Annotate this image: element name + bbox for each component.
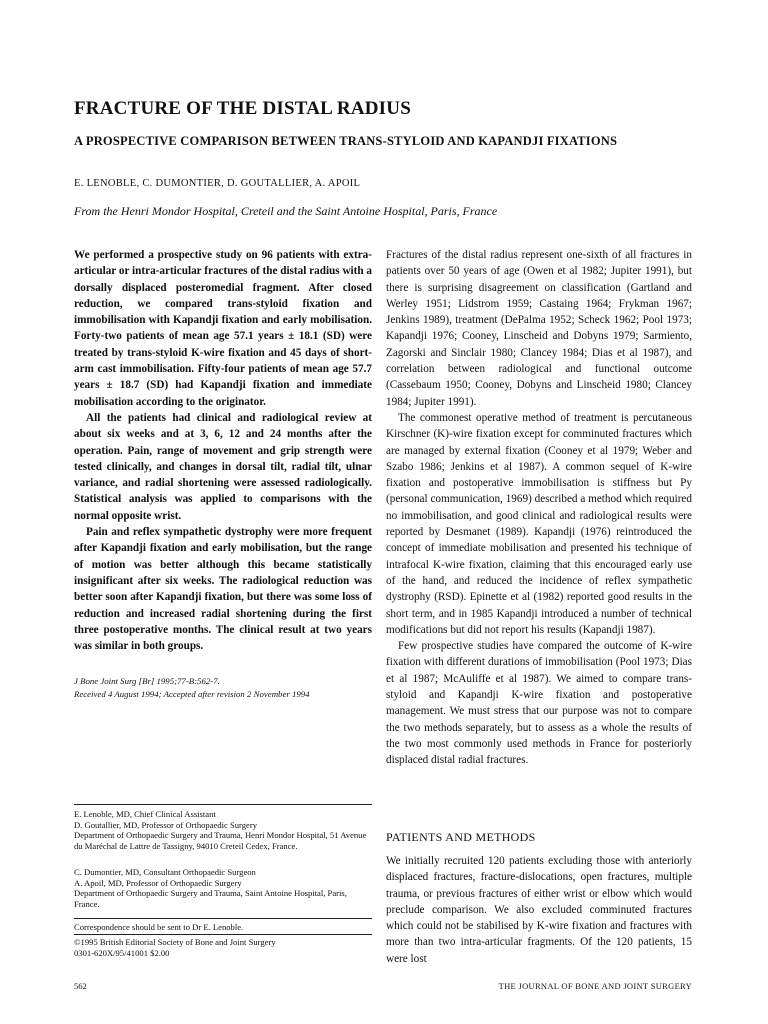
body-paragraph-3: Few prospective studies have compared the outcome of K-wire fixation with different durations of immobilisation (Pool 1973; Dias et al 1987; McAuliffe et al 1987). We aimed to compare trans-styloid and Kapandji K-wire fixation and postoperative management. We must stress that our purpose was not to compare the two methods separately, but to assess as a whole the results of the two most commonly used methods in France for posteriorly displaced distal radial fractures. <box>386 640 692 767</box>
citation-reference: J Bone Joint Surg [Br] 1995;77-B:562-7. <box>74 676 220 686</box>
footnote-address-mondor: Department of Orthopaedic Surgery and Trauma, Henri Mondor Hospital, 51 Avenue du Maréchal de Lattre de Tassigny, 94010 Creteil Cedex, France. <box>74 830 367 851</box>
footnote-divider <box>74 918 372 919</box>
footnote-address-antoine: Department of Orthopaedic Surgery and Trauma, Saint Antoine Hospital, Paris, France. <box>74 888 347 909</box>
footnote-goutallier: D. Goutallier, MD, Professor of Orthopaedic Surgery <box>74 819 258 830</box>
article-subtitle: A PROSPECTIVE COMPARISON BETWEEN TRANS-STYLOID AND KAPANDJI FIXATIONS <box>74 134 618 148</box>
abstract-paragraph-3: Pain and reflex sympathetic dystrophy were more frequent after Kapandji fixation and early mobilisation, but the range of motion was better although this became statistically insignificant after six weeks. The radiological reduction was better soon after Kapandji fixation, but there was some loss of reduction and increased radial shortening during the first three postoperative months. The clinical result at two years was similar in both groups. <box>74 526 372 653</box>
received-dates: Received 4 August 1994; Accepted after revision 2 November 1994 <box>74 689 310 699</box>
body-paragraph-1: Fractures of the distal radius represent one-sixth of all fractures in patients over 50 years of age (Owen et al 1982; Jupiter 1991), but there is surprising disagreement on classification (Gartland and Werley 1951; Lidstrom 1959; Castaing 1964; Frykman 1967; Jenkins 1989), treatment (DePalma 1952; Scheck 1962; Pool 1973; Kapandji 1976; Cooney, Linscheid and Dobyns 1979; Sarmiento, Zagorski and Sinclair 1980; Clancey 1984; Dias et al 1987), and correlation between radiological and functional outcome (Cassebaum 1950; Cooney, Dobyns and Linscheid 1980; Clancey 1984; Jupiter 1991). <box>386 249 692 408</box>
footnote-dumontier: C. Dumontier, MD, Consultant Orthopaedic Surgeon <box>74 867 256 877</box>
body-column-methods <box>386 853 692 967</box>
abstract-paragraph-2: All the patients had clinical and radiological review at about six weeks and at 3, 6, 12 and 24 months after the operation. Pain, range of movement and grip strength were tested clinically, and changes in dorsal tilt, radial tilt, ulnar variance, and radial shortening were assessed radiologically. Statistical analysis was applied to comparisons with the normal opposite wrist. <box>74 411 372 522</box>
journal-name: THE JOURNAL OF BONE AND JOINT SURGERY <box>498 981 692 991</box>
affiliation: From the Henri Mondor Hospital, Creteil and the Saint Antoine Hospital, Paris, France <box>74 204 498 218</box>
footnote-lenoble: E. Lenoble, MD, Chief Clinical Assistant <box>74 809 216 819</box>
footnote-divider <box>74 804 372 805</box>
footnote-apoil: A. Apoil, MD, Professor of Orthopaedic Surgery <box>74 877 242 888</box>
copyright-note <box>74 937 372 958</box>
issn-line: 0301-620X/95/41001 $2.00 <box>74 947 170 958</box>
body-paragraph-2: The commonest operative method of treatment is percutaneous Kirschner (K)-wire fixation except for comminuted fractures which are managed by external fixation (Cooney et al 1979; Weber and Szabo 1986; Jenkins et al 1987). A common sequel of K-wire fixation and postoperative immobilisation is stiffness but Py (personal communication, 1969) described a method which required no immobilisation, and good clinical and radiological results were reported by Desmanet (1989). Kapandji (1976) reintroduced the concept of immediate mobilisation and presented his technique of intrafocal K-wire fixation, claiming that this encouraged early use of the hand, and reduced the incidence of reflex sympathetic dystrophy (RSD). Epinette et al (1982) reported good results in the short term, and in 1985 Kapandji introduced a number of technical modifications but did not report his results (Kapandji 1987). <box>386 411 692 636</box>
article-title: FRACTURE OF THE DISTAL RADIUS <box>74 98 411 119</box>
author-list: E. LENOBLE, C. DUMONTIER, D. GOUTALLIER, A. APOIL <box>74 178 361 189</box>
copyright-line: ©1995 British Editorial Society of Bone and Joint Surgery <box>74 937 276 947</box>
abstract-column <box>74 247 372 654</box>
abstract-paragraph-1: We performed a prospective study on 96 patients with extra-articular or intra-articular fractures of the distal radius with a dorsally displaced posteromedial fragment. After closed reduction, we compared trans-styloid fixation and immobilisation with Kapandji fixation and early mobilisation. Forty-two patients of mean age 57.1 years ± 18.1 (SD) were treated by trans-styloid K-wire fixation and 45 days of short-arm cast immobilisation. Fifty-four patients of mean age 57.7 years ± 18.7 (SD) had Kapandji fixation and immediate mobilisation according to the originator. <box>74 249 372 408</box>
body-column-intro <box>386 247 692 769</box>
body-paragraph-4: We initially recruited 120 patients excluding those with anteriorly displaced fractures, fracture-dislocations, open fractures, multiple trauma, or previous fractures of either wrist or elbow which would preclude comparison. We also excluded comminuted fractures which could not be stabilised by K-wire fixation and fractures with more than two intra-articular fragments. Of the 120 patients, 15 were lost <box>386 855 692 965</box>
section-heading: PATIENTS AND METHODS <box>386 830 536 844</box>
author-footnote-2 <box>74 867 372 909</box>
footnote-divider <box>74 934 372 935</box>
page-number: 562 <box>74 981 87 991</box>
citation-block <box>74 675 372 701</box>
correspondence-note: Correspondence should be sent to Dr E. Lenoble. <box>74 922 244 932</box>
author-footnote-1 <box>74 809 372 851</box>
